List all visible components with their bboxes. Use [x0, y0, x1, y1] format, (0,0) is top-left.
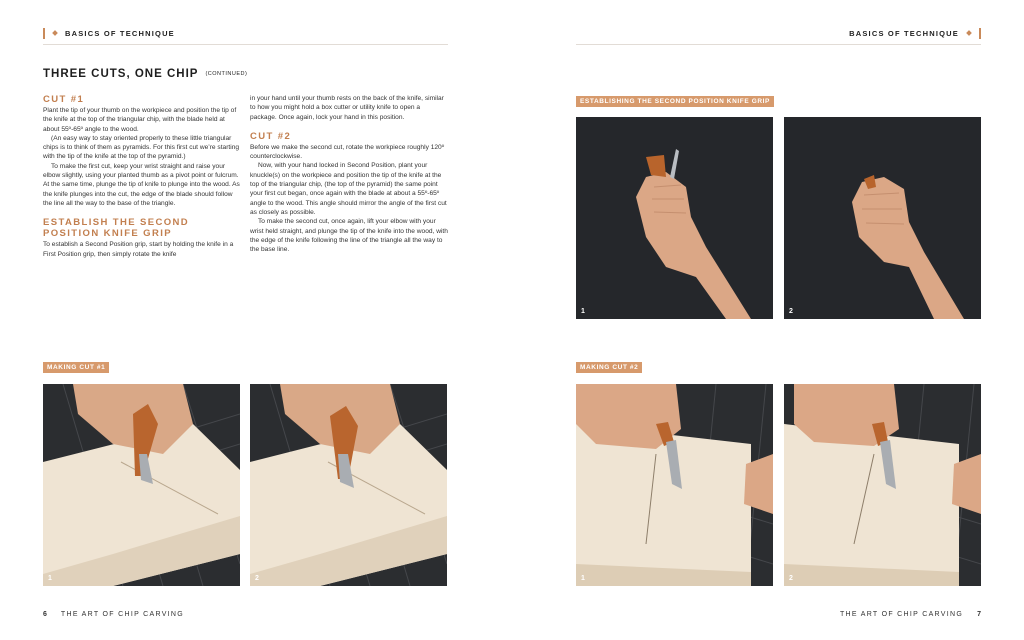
header-diamond-ornament	[52, 30, 58, 36]
photo-making-cut1-step1	[43, 384, 240, 586]
paragraph: To establish a Second Position grip, start by holding the knife in a First Position grip, then simply rotate the knife	[43, 241, 234, 258]
photo-making-cut1-step2	[250, 384, 447, 586]
left-footer	[43, 611, 184, 618]
photo-grip-step1	[576, 117, 773, 319]
making-cut1-tag: MAKING CUT #1	[43, 362, 109, 373]
right-footer	[840, 611, 981, 618]
right-page	[512, 0, 1024, 640]
cut2-heading: CUT #2	[250, 130, 292, 142]
photo-grip-step2	[784, 117, 981, 319]
paragraph: Now, with your hand locked in Second Position, plant your knuckle(s) on the workpiece and position the tip of the knife at the top of the triangular chip, (the top of the pyramid) the same point your first cut began, once again with the blade at about a 55º-65º angle to the wood. This angle should mirror the angle of the first cut as closely as possible.	[250, 162, 447, 216]
paragraph: To make the first cut, keep your wrist straight and raise your elbow slightly, using your planted thumb as a pivot point or fulcrum. At the same time, plunge the tip of knife to plunge into the wood. As the knife plunges into the cut, the edge of the blade should follow the line all the way to the base of the triangle.	[43, 162, 240, 207]
page-number: 6	[43, 611, 47, 618]
photo-making-cut2-step1	[576, 384, 773, 586]
header-rule	[43, 44, 448, 45]
running-head-text: BASICS OF TECHNIQUE	[65, 28, 175, 38]
paragraph: To make the second cut, once again, lift your elbow with your wrist held straight, and plunge the tip of the knife into the wood, with the edge of the knife following the line of the triangle all the way to the base line.	[250, 218, 448, 254]
book-title: THE ART OF CHIP CARVING	[60, 611, 185, 618]
photo-step-number: 2	[789, 575, 793, 582]
page-title	[43, 68, 247, 80]
photo-making-cut2-step2	[784, 384, 981, 586]
header-diamond-ornament	[966, 30, 972, 36]
running-head-text: BASICS OF TECHNIQUE	[849, 28, 959, 38]
paragraph: (An easy way to stay oriented properly to these little triangular chips is to think of them as pyramids. For this first cut we’re starting with the tip of the knife at the top of the pyramid.)	[43, 134, 240, 161]
photo-step-number: 2	[789, 308, 793, 315]
title-main: THREE CUTS, ONE CHIP	[43, 68, 199, 80]
photo-step-number: 1	[581, 575, 585, 582]
photo-step-number: 2	[255, 575, 259, 582]
text-column-2	[250, 94, 448, 254]
page-number: 7	[977, 611, 981, 618]
header-bar-ornament	[43, 28, 45, 39]
photo-step-number: 1	[581, 308, 585, 315]
header-rule	[576, 44, 981, 45]
paragraph: Before we make the second cut, rotate the workpiece roughly 120º counterclockwise.	[250, 143, 445, 161]
making-cut2-tag: MAKING CUT #2	[576, 362, 642, 373]
photo-step-number: 1	[48, 575, 52, 582]
text-column-1	[43, 94, 241, 259]
establish-grip-heading: ESTABLISH THE SECOND POSITION KNIFE GRIP	[43, 217, 190, 240]
left-running-head	[43, 26, 175, 40]
paragraph: in your hand until your thumb rests on the back of the knife, similar to how you might hold a box cutter or utility knife to open a package. Once again, lock your hand in this position.	[250, 95, 444, 121]
right-running-head	[849, 26, 981, 40]
title-continued: (CONTINUED)	[205, 70, 248, 77]
establishing-grip-tag: ESTABLISHING THE SECOND POSITION KNIFE GRIP	[576, 96, 774, 107]
header-bar-ornament	[979, 28, 981, 39]
book-title: THE ART OF CHIP CARVING	[839, 611, 964, 618]
paragraph: Plant the tip of your thumb on the workpiece and position the tip of the knife at the top of the triangular chip, with the blade held at about 55º-65º angle to the wood.	[43, 107, 237, 133]
cut1-heading: CUT #1	[43, 94, 85, 105]
